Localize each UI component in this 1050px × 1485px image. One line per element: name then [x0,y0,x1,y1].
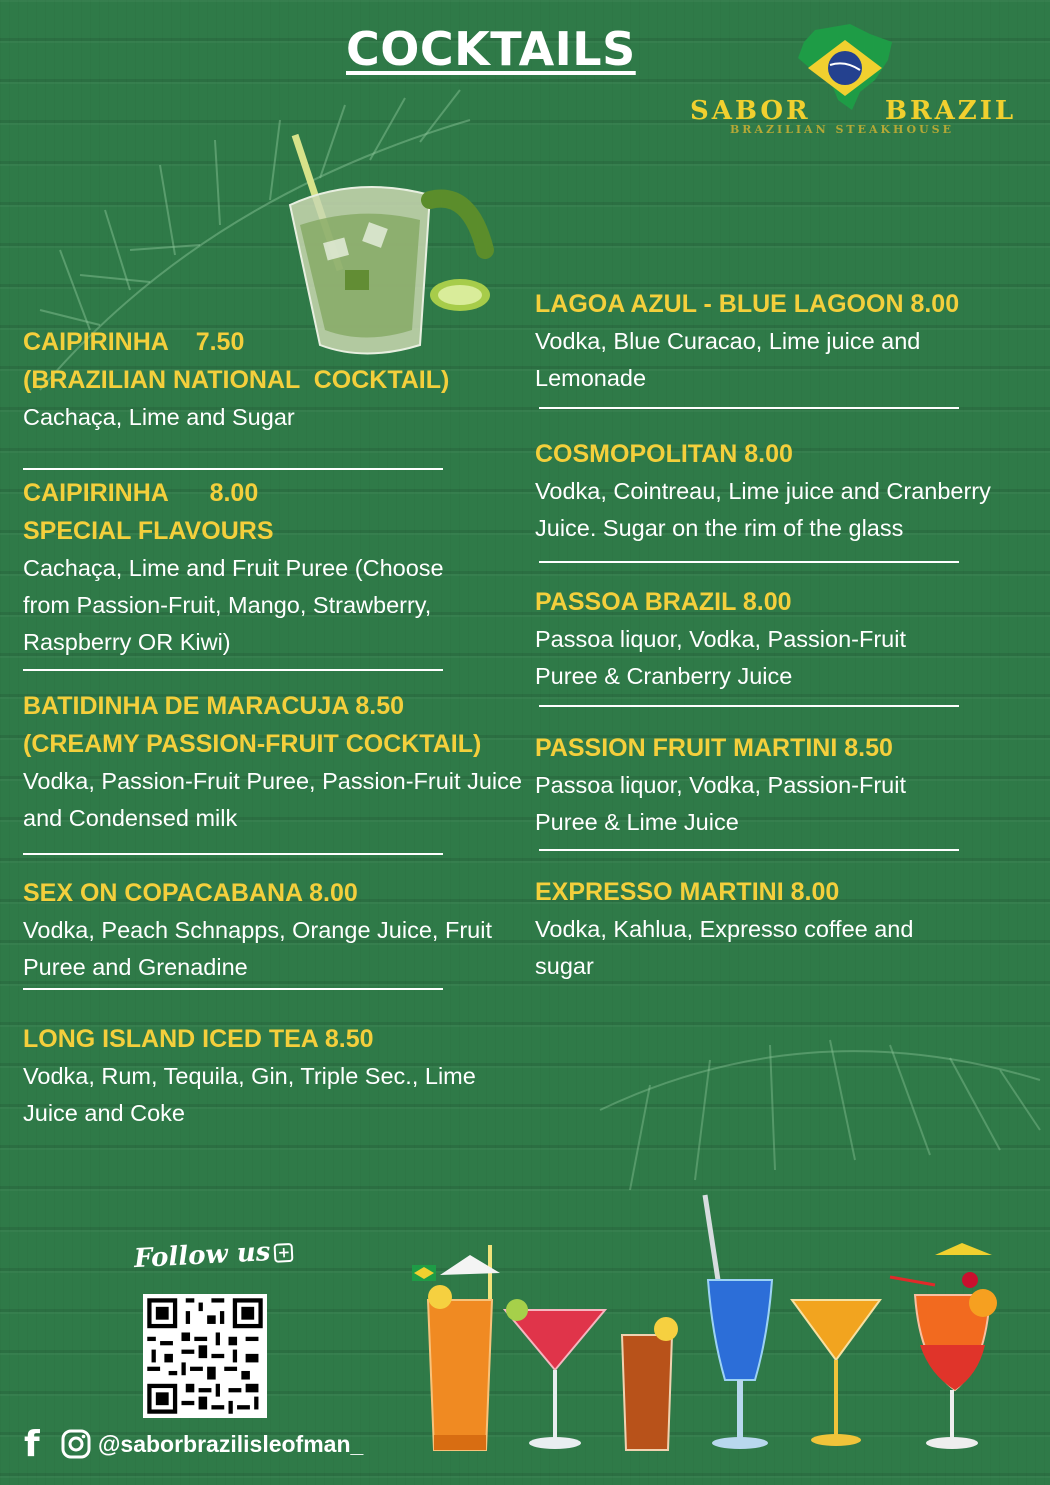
divider [539,705,959,707]
tequila-sunrise-glass [890,1243,997,1449]
qr-code-image[interactable] [143,1294,267,1418]
menu-item-description: Vodka, Cointreau, Lime juice and Cranberry Juice. Sugar on the rim of the glass [535,478,991,541]
menu-item-name: CAIPIRINHA 8.00 SPECIAL FLAVOURS [23,479,274,545]
menu-item [23,1020,528,1132]
menu-item-description: Vodka, Rum, Tequila, Gin, Triple Sec., Lime Juice and Coke [23,1063,476,1126]
menu-column-right [535,285,1025,985]
passion-fruit-martini-glass [792,1300,880,1446]
menu-column-left [23,323,528,1132]
menu-item-description: Passoa liquor, Vodka, Passion-Fruit Puree & Lime Juice [535,772,906,835]
menu-item-description: Vodka, Passion-Fruit Puree, Passion-Fruit Juice and Condensed milk [23,768,522,831]
facebook-icon[interactable]: f [24,1423,40,1465]
menu-item-description: Vodka, Kahlua, Expresso coffee and sugar [535,916,914,979]
menu-item [23,474,528,661]
menu-item-name: SEX ON COPACABANA 8.00 [23,879,358,907]
orange-highball-glass [412,1245,500,1450]
divider [23,853,443,855]
follow-us-label [133,1236,294,1274]
menu-item-description: Passoa liquor, Vodka, Passion-Fruit Puree & Cranberry Juice [535,626,906,689]
menu-item [23,874,528,986]
menu-item-name: EXPRESSO MARTINI 8.00 [535,878,840,906]
menu-item-name: BATIDINHA DE MARACUJA 8.50 (CREAMY PASSION-FRUIT COCKTAIL) [23,692,482,758]
menu-item-name: COSMOPOLITAN 8.00 [535,440,793,468]
blue-lagoon-glass [705,1195,772,1449]
menu-item [535,729,1025,841]
menu-item [535,285,1025,397]
page-title: COCKTAILS [346,22,636,76]
menu-item-name: LONG ISLAND ICED TEA 8.50 [23,1025,374,1053]
cocktail-glasses-image [400,1185,1020,1470]
menu-item-name: CAIPIRINHA 7.50 (BRAZILIAN NATIONAL COCKTAIL) [23,328,450,394]
social-links [24,1424,363,1464]
cosmopolitan-glass [505,1299,605,1449]
menu-item [23,687,528,837]
menu-item-description: Vodka, Peach Schnapps, Orange Juice, Fruit Puree and Grenadine [23,917,492,980]
instagram-handle[interactable]: @saborbrazilisleofman_ [98,1430,364,1457]
divider [23,669,443,671]
menu-item [535,583,1025,695]
menu-item-name: PASSOA BRAZIL 8.00 [535,588,792,616]
divider [539,407,959,409]
iced-tea-glass [622,1317,678,1450]
logo-subtitle: BRAZILIAN STEAKHOUSE [730,123,954,136]
instagram-icon[interactable] [60,1428,92,1460]
divider [539,849,959,851]
menu-item-name: PASSION FRUIT MARTINI 8.50 [535,734,893,762]
divider [539,561,959,563]
menu-item [535,873,1025,985]
menu-item-description: Vodka, Blue Curacao, Lime juice and Lemonade [535,328,921,391]
plus-icon: + [274,1242,294,1262]
menu-item [535,435,1025,547]
menu-item [23,323,528,436]
menu-item-description: Cachaça, Lime and Fruit Puree (Choose from Passion-Fruit, Mango, Strawberry, Raspberry OR Kiwi) [23,555,444,655]
logo-word-sabor: SABOR [690,96,811,126]
menu-item-description: Cachaça, Lime and Sugar [23,404,295,430]
sabor-brazil-logo [680,20,1030,140]
follow-us-text: Follow us [133,1237,272,1275]
divider [23,468,443,470]
divider [23,988,443,990]
logo-word-brazil: BRAZIL [885,96,1017,126]
menu-item-name: LAGOA AZUL - BLUE LAGOON 8.00 [535,290,960,318]
